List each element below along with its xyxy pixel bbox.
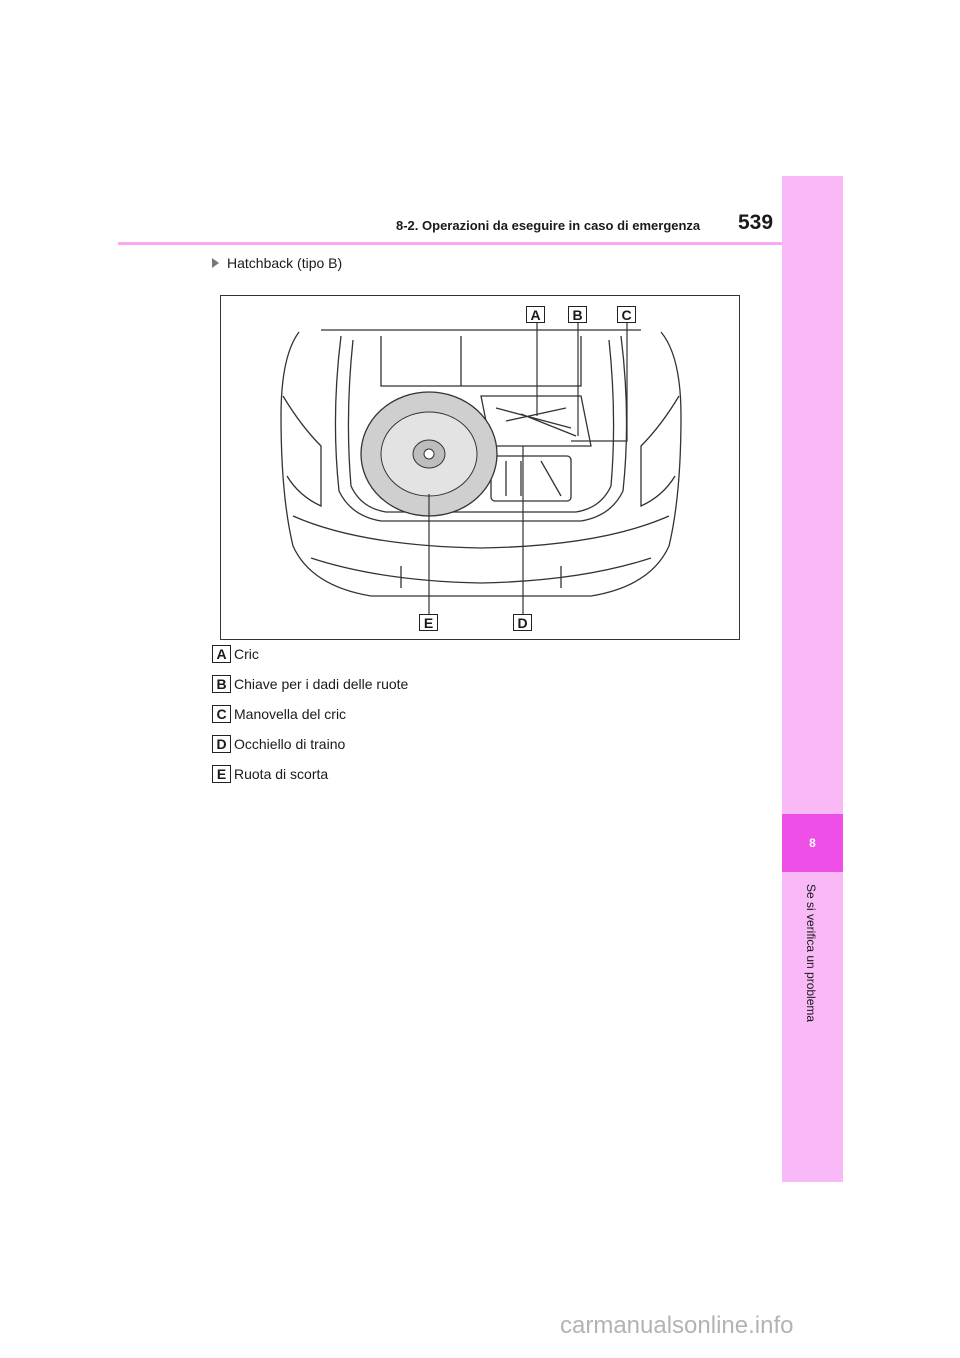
legend-key: D	[212, 735, 231, 753]
section-heading-text: Hatchback (tipo B)	[227, 255, 343, 271]
section-heading	[212, 255, 342, 271]
callout-d: D	[513, 614, 532, 631]
callout-c: C	[617, 306, 636, 323]
page-number: 539	[738, 211, 774, 234]
legend-key: E	[212, 765, 231, 783]
legend-key: A	[212, 645, 231, 663]
car-trunk-drawing	[221, 296, 741, 641]
callout-e: E	[419, 614, 438, 631]
callout-b: B	[568, 306, 587, 323]
header-title: 8-2. Operazioni da eseguire in caso di emergenza	[396, 218, 701, 233]
watermark: carmanualsonline.info	[560, 1312, 794, 1339]
legend-label: Manovella del cric	[234, 706, 347, 722]
triangle-bullet-icon	[212, 258, 219, 268]
legend-label: Cric	[234, 646, 259, 662]
callout-a: A	[526, 306, 545, 323]
side-tab	[782, 176, 843, 1182]
legend-label: Ruota di scorta	[234, 766, 329, 782]
header-rule	[118, 242, 782, 245]
legend-key: C	[212, 705, 231, 723]
legend-key: B	[212, 675, 231, 693]
luggage-illustration	[220, 295, 740, 640]
legend-label: Occhiello di traino	[234, 736, 346, 752]
side-tab-chapter-number[interactable]: 8	[782, 814, 843, 872]
legend-label: Chiave per i dadi delle ruote	[234, 676, 409, 692]
